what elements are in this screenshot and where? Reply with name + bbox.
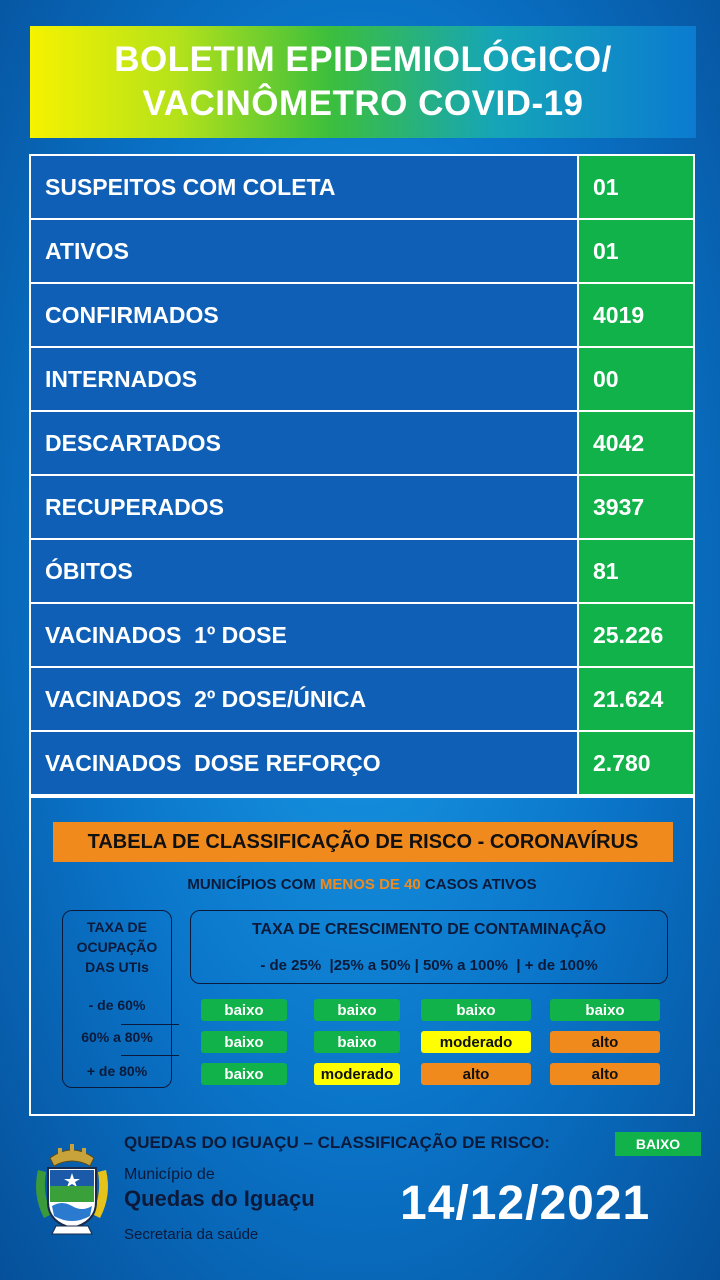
stat-value: 21.624: [579, 668, 693, 730]
risk-subtitle: [31, 876, 693, 893]
stat-label: DESCARTADOS: [31, 412, 579, 474]
uti-range-high: + de 80%: [86, 1063, 148, 1079]
risk-cell-baixo: baixo: [201, 1063, 287, 1085]
stat-value: 81: [579, 540, 693, 602]
growth-rate-box: [190, 910, 668, 984]
bulletin-title-banner: [30, 26, 696, 138]
stat-label: INTERNADOS: [31, 348, 579, 410]
subtitle-pre: MUNICÍPIOS COM: [187, 876, 320, 893]
stat-label: ÓBITOS: [31, 540, 579, 602]
department-name: Secretaria da saúde: [124, 1226, 259, 1243]
stats-row: [31, 348, 693, 412]
stat-value: 01: [579, 156, 693, 218]
stats-row: [31, 412, 693, 476]
uti-divider: [121, 1055, 179, 1056]
risk-cell-alto: alto: [550, 1031, 660, 1053]
stat-value: 00: [579, 348, 693, 410]
bulletin-date: 14/12/2021: [400, 1177, 651, 1230]
stat-label: VACINADOS 1º DOSE: [31, 604, 579, 666]
stats-table: [29, 154, 695, 798]
risk-cell-alto: alto: [421, 1063, 531, 1085]
stat-value: 4019: [579, 284, 693, 346]
risk-classification-panel: [29, 794, 695, 1116]
stats-row: [31, 284, 693, 348]
stat-value: 2.780: [579, 732, 693, 794]
stat-label: CONFIRMADOS: [31, 284, 579, 346]
growth-title: TAXA DE CRESCIMENTO DE CONTAMINAÇÃO: [251, 921, 607, 938]
uti-range-mid: 60% a 80%: [81, 1029, 153, 1045]
subtitle-highlight: MENOS DE 40: [319, 876, 421, 893]
stat-label: ATIVOS: [31, 220, 579, 282]
uti-range-low: - de 60%: [88, 997, 146, 1013]
uti-heading-line: OCUPAÇÃO: [76, 939, 158, 955]
risk-cell-baixo: baixo: [314, 1031, 400, 1053]
risk-cell-alto: alto: [550, 1063, 660, 1085]
uti-occupancy-box: [62, 910, 172, 1088]
title-line-2: VACINÔMETRO COVID-19: [142, 84, 584, 123]
municipal-crest-icon: [30, 1140, 114, 1240]
risk-cell-baixo: baixo: [421, 999, 531, 1021]
uti-heading-line: TAXA DE: [87, 919, 147, 935]
growth-ranges: - de 25% |25% a 50% | 50% a 100% | + de 100%: [260, 957, 598, 974]
stats-row: [31, 604, 693, 668]
stats-row: [31, 668, 693, 732]
stat-label: VACINADOS DOSE REFORÇO: [31, 732, 579, 794]
stats-row: [31, 156, 693, 220]
stat-value: 4042: [579, 412, 693, 474]
risk-cell-moderado: moderado: [314, 1063, 400, 1085]
risk-cell-baixo: baixo: [550, 999, 660, 1021]
risk-cell-baixo: baixo: [201, 999, 287, 1021]
stat-value: 01: [579, 220, 693, 282]
stat-label: RECUPERADOS: [31, 476, 579, 538]
stats-row: [31, 732, 693, 796]
classification-badge: BAIXO: [615, 1132, 701, 1156]
municipality-name: Quedas do Iguaçu: [124, 1186, 315, 1211]
municipality-prefix: Município de: [124, 1166, 215, 1183]
city-classification-label: QUEDAS DO IGUAÇU – CLASSIFICAÇÃO DE RISCO:: [124, 1133, 550, 1152]
uti-heading: [63, 917, 171, 977]
stat-value: 25.226: [579, 604, 693, 666]
risk-cell-baixo: baixo: [314, 999, 400, 1021]
stat-value: 3937: [579, 476, 693, 538]
risk-table-title: TABELA DE CLASSIFICAÇÃO DE RISCO - CORONAVÍRUS: [53, 822, 673, 862]
stats-row: [31, 476, 693, 540]
uti-heading-line: DAS UTIs: [85, 959, 149, 975]
subtitle-post: CASOS ATIVOS: [420, 876, 537, 893]
risk-cell-moderado: moderado: [421, 1031, 531, 1053]
uti-divider: [121, 1024, 179, 1025]
stat-label: VACINADOS 2º DOSE/ÚNICA: [31, 668, 579, 730]
stats-row: [31, 540, 693, 604]
risk-cell-baixo: baixo: [201, 1031, 287, 1053]
stats-row: [31, 220, 693, 284]
stat-label: SUSPEITOS COM COLETA: [31, 156, 579, 218]
title-line-1: BOLETIM EPIDEMIOLÓGICO/: [114, 40, 612, 79]
